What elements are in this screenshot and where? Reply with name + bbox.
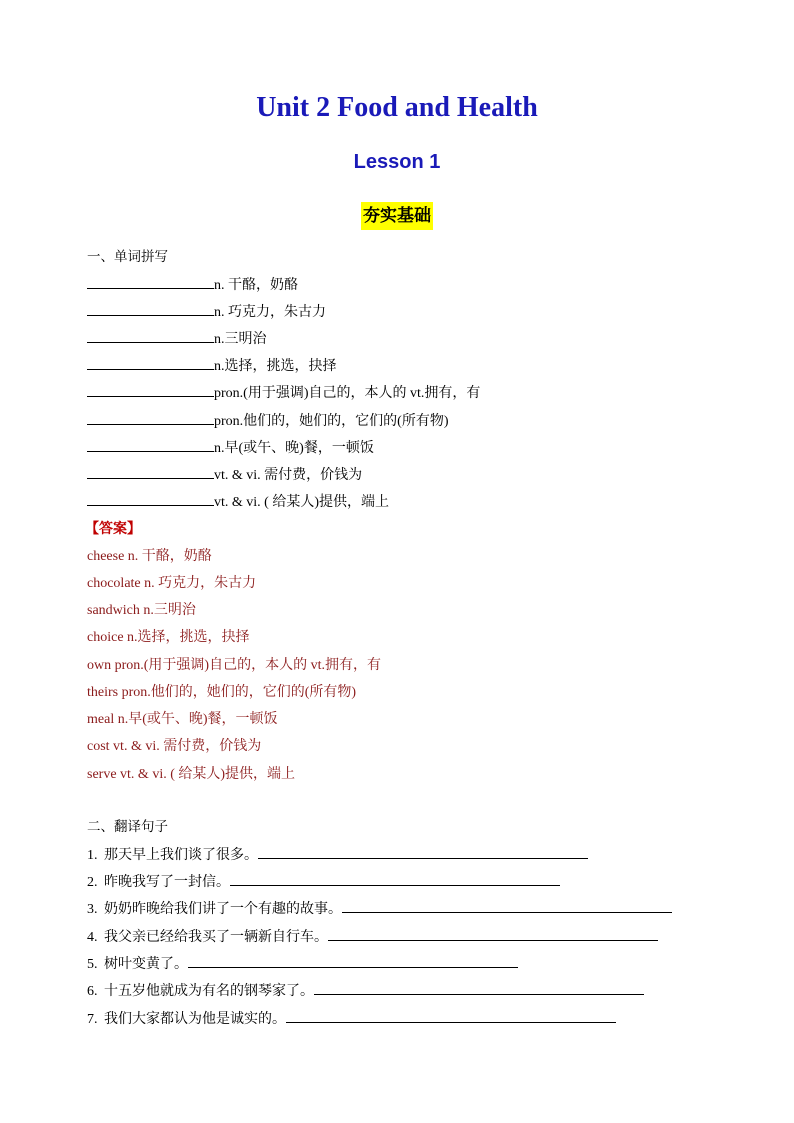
translation-item [87, 846, 588, 865]
translation-prompt: 我们大家都认为他是诚实的。 [104, 1012, 286, 1027]
fill-blank [87, 357, 214, 370]
item-number: 5. [87, 957, 98, 972]
answer-blank [258, 846, 588, 859]
answer-item: sandwich n.三明治 [87, 603, 196, 618]
translation-prompt: 那天早上我们谈了很多。 [104, 848, 258, 863]
answer-label: 【答案】 [85, 521, 141, 537]
fill-blank [87, 439, 214, 452]
translation-prompt: 树叶变黄了。 [104, 957, 188, 972]
translation-prompt: 十五岁他就成为有名的钢琴家了。 [104, 984, 314, 999]
spelling-item [87, 330, 267, 349]
answer-blank [286, 1010, 616, 1023]
section1-heading: 一、单词拼写 [87, 249, 168, 265]
fill-blank [87, 493, 214, 506]
answer-item: chocolate n. 巧克力，朱古力 [87, 576, 257, 591]
answer-item: meal n.早(或午、晚)餐，一顿饭 [87, 712, 278, 727]
answer-item: theirs pron.他们的，她们的，它们的(所有物) [87, 685, 357, 700]
translation-item [87, 955, 518, 974]
item-number: 4. [87, 930, 98, 945]
translation-item [87, 928, 658, 947]
item-number: 6. [87, 984, 98, 999]
fill-blank [87, 412, 214, 425]
translation-prompt: 我父亲已经给我买了一辆新自行车。 [104, 930, 328, 945]
answer-item: own pron.(用于强调)自己的，本人的 vt.拥有，有 [87, 658, 381, 673]
item-number: 2. [87, 875, 98, 890]
spelling-item-definition: n.选择，挑选，抉择 [214, 359, 337, 374]
lesson-subtitle: Lesson 1 [353, 151, 441, 173]
spelling-item [87, 493, 389, 512]
section2-heading: 二、翻译句子 [87, 819, 168, 835]
answer-blank [328, 928, 658, 941]
translation-item [87, 900, 672, 919]
spelling-item [87, 357, 337, 376]
badge-wrapper [0, 202, 794, 230]
fill-blank [87, 384, 214, 397]
spelling-item [87, 412, 449, 431]
item-number: 1. [87, 848, 98, 863]
translation-prompt: 奶奶昨晚给我们讲了一个有趣的故事。 [104, 902, 342, 917]
answer-item: cheese n. 干酪，奶酪 [87, 549, 212, 564]
spelling-item [87, 384, 480, 403]
highlight-badge: 夯实基础 [361, 202, 433, 230]
answer-blank [342, 900, 672, 913]
page-title: Unit 2 Food and Health [256, 92, 538, 123]
item-number: 7. [87, 1012, 98, 1027]
spelling-item [87, 439, 374, 458]
spelling-item [87, 276, 298, 295]
spelling-item-definition: pron.(用于强调)自己的，本人的 vt.拥有，有 [214, 386, 481, 401]
translation-item [87, 982, 644, 1001]
answer-item: serve vt. & vi. ( 给某人)提供，端上 [87, 767, 296, 782]
spelling-item-definition: n. 巧克力，朱古力 [214, 305, 326, 320]
translation-prompt: 昨晚我写了一封信。 [104, 875, 230, 890]
spelling-item-definition: vt. & vi. ( 给某人)提供，端上 [214, 495, 389, 510]
answer-blank [230, 873, 560, 886]
fill-blank [87, 276, 214, 289]
spelling-item-definition: n. 干酪，奶酪 [214, 278, 298, 293]
translation-item [87, 873, 560, 892]
item-number: 3. [87, 902, 98, 917]
answer-blank [188, 955, 518, 968]
answer-blank [314, 982, 644, 995]
answer-item: choice n.选择，挑选，抉择 [87, 630, 250, 645]
fill-blank [87, 303, 214, 316]
answer-item: cost vt. & vi. 需付费，价钱为 [87, 739, 262, 754]
spelling-item-definition: vt. & vi. 需付费，价钱为 [214, 468, 363, 483]
spelling-item-definition: n.早(或午、晚)餐，一顿饭 [214, 441, 374, 456]
fill-blank [87, 330, 214, 343]
spelling-item-definition: pron.他们的，她们的，它们的(所有物) [214, 414, 449, 429]
spelling-item [87, 303, 326, 322]
translation-item [87, 1010, 616, 1029]
spelling-item-definition: n.三明治 [214, 332, 267, 347]
fill-blank [87, 466, 214, 479]
spelling-item [87, 466, 362, 485]
